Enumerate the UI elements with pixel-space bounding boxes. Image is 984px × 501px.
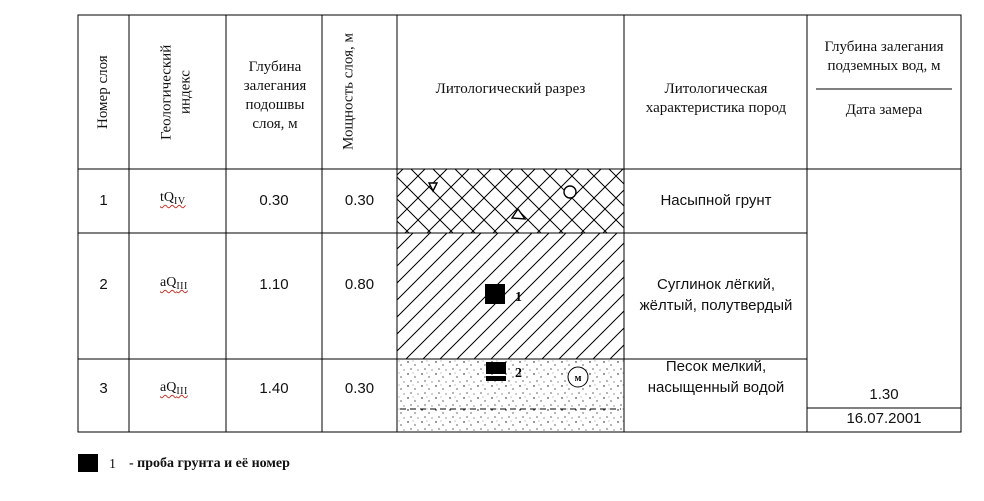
layer-2-index	[160, 275, 188, 292]
layer-2-number: 2	[99, 276, 108, 293]
legend-sample-icon	[78, 454, 98, 472]
layer-1-depth: 0.30	[259, 192, 289, 209]
header-geo-index	[129, 15, 226, 169]
layer-3-index-sub: III	[176, 386, 188, 397]
header-measure-date: Дата замера	[845, 102, 923, 118]
legend-text: - проба грунта и её номер	[129, 456, 290, 471]
layer-3-thickness: 0.30	[344, 380, 375, 397]
measurement-letter: м	[574, 373, 582, 384]
sample-label-2: 2	[515, 366, 522, 381]
sample-marker-1	[485, 284, 505, 304]
header-section: Литологический разрез	[435, 81, 586, 97]
layer-3-number: 3	[99, 380, 108, 397]
section-fill-layer-3	[397, 359, 624, 432]
layer-2-description: Суглинок лёгкий, жёлтый, полутвердый	[639, 276, 793, 314]
layer-2-depth: 1.10	[259, 276, 289, 293]
layer-3-description: Песок мелкий, насыщенный водой	[647, 358, 785, 396]
header-layer-number: Номер слоя	[95, 55, 111, 129]
layer-3-depth: 1.40	[259, 380, 289, 397]
sample-label-1: 1	[515, 290, 522, 305]
section-fill-layer-2	[397, 233, 624, 359]
header-geo-index-text: Геологический индекс	[158, 44, 194, 140]
layer-1-index-base: tQ	[160, 190, 174, 205]
header-thickness	[322, 15, 397, 169]
sample-marker-2	[486, 362, 506, 381]
layer-2-index-sub: III	[176, 281, 188, 292]
layer-1-description: Насыпной грунт	[660, 192, 772, 209]
header-depth: Глубина залегания подошвы слоя, м	[243, 59, 307, 132]
layer-1-index	[160, 190, 186, 207]
legend-number: 1	[109, 457, 116, 472]
layer-1-number: 1	[99, 192, 108, 209]
layer-3-index-base: aQ	[160, 380, 177, 395]
layer-3-index	[160, 380, 188, 397]
layer-1-thickness: 0.30	[344, 192, 375, 209]
header-groundwater-depth: Глубина залегания подземных вод, м	[824, 39, 944, 74]
groundwater-depth-value: 1.30	[869, 386, 899, 403]
layer-2-index-base: aQ	[160, 275, 177, 290]
groundwater-date-value: 16.07.2001	[846, 410, 922, 427]
header-description: Литологическая характеристика пород	[645, 81, 787, 116]
header-thickness-text: Мощность слоя, м	[340, 33, 357, 151]
section-fill-layer-1	[397, 169, 624, 233]
layer-2-thickness: 0.80	[344, 276, 375, 293]
layer-1-index-sub: IV	[174, 196, 186, 207]
